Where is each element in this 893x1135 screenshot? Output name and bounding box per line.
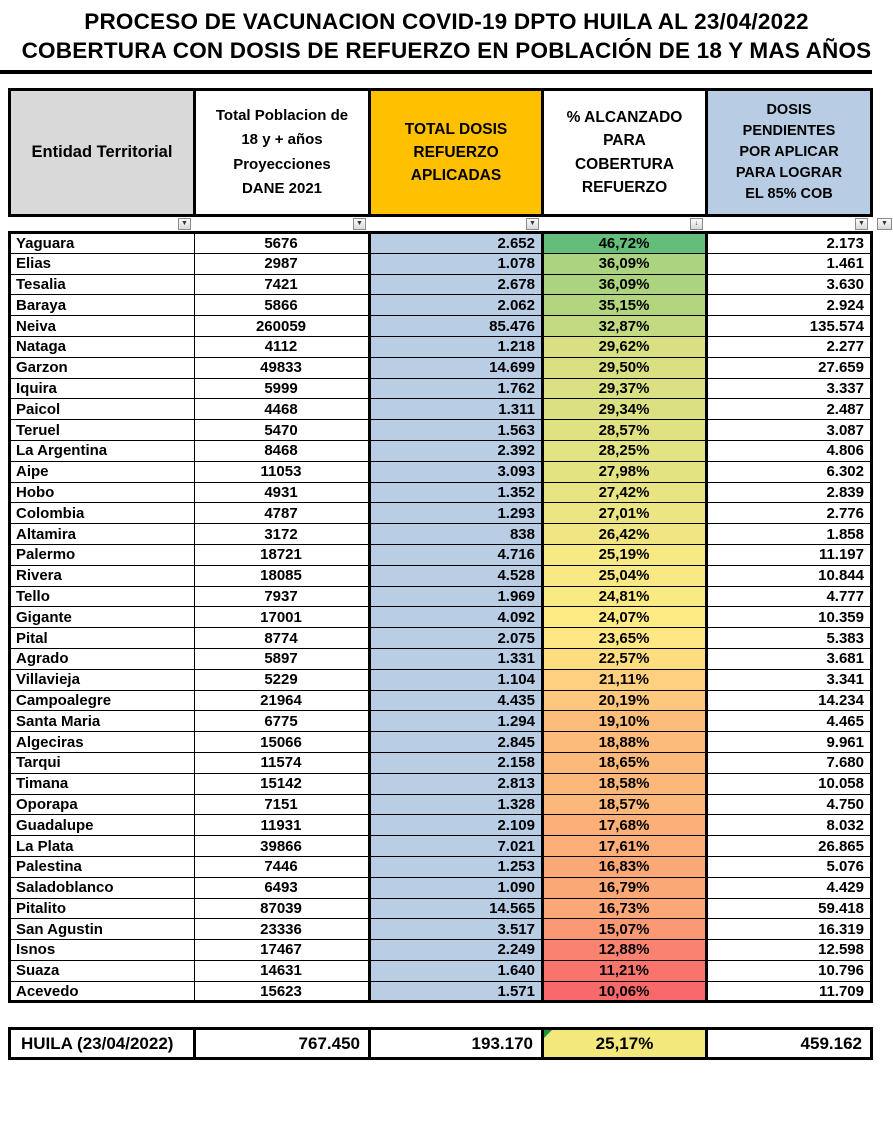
cell-entidad[interactable]: Campoalegre: [10, 690, 195, 711]
cell-entidad[interactable]: Isnos: [10, 940, 195, 961]
cell-dosis-refuerzo[interactable]: 1.352: [370, 482, 543, 503]
column-header-pct-alcanzado[interactable]: % ALCANZADO PARA COBERTURA REFUERZO: [543, 90, 707, 216]
cell-pct-cobertura[interactable]: 17,68%: [543, 815, 707, 836]
cell-dosis-refuerzo[interactable]: 2.845: [370, 732, 543, 753]
cell-dosis-pendientes[interactable]: 5.383: [707, 628, 872, 649]
cell-pct-cobertura[interactable]: 12,88%: [543, 940, 707, 961]
cell-dosis-pendientes[interactable]: 4.750: [707, 794, 872, 815]
cell-pct-cobertura[interactable]: 23,65%: [543, 628, 707, 649]
cell-pct-cobertura[interactable]: 21,11%: [543, 669, 707, 690]
autofilter-row: [8, 217, 893, 231]
cell-pct-cobertura[interactable]: 28,57%: [543, 420, 707, 441]
cell-pct-cobertura[interactable]: 46,72%: [543, 233, 707, 254]
total-poblacion[interactable]: 767.450: [195, 1029, 370, 1059]
cell-entidad[interactable]: Guadalupe: [10, 815, 195, 836]
cell-pct-cobertura[interactable]: 18,65%: [543, 752, 707, 773]
cell-dosis-refuerzo[interactable]: 2.813: [370, 773, 543, 794]
cell-dosis-pendientes[interactable]: 10.796: [707, 960, 872, 981]
cell-entidad[interactable]: Santa Maria: [10, 711, 195, 732]
cell-dosis-pendientes[interactable]: 1.858: [707, 524, 872, 545]
table-row: [10, 877, 872, 898]
cell-poblacion[interactable]: 2987: [195, 253, 370, 274]
column-header-entidad-territorial[interactable]: Entidad Territorial: [10, 90, 195, 216]
table-row: [10, 856, 872, 877]
cell-dosis-pendientes[interactable]: 11.709: [707, 981, 872, 1002]
cell-poblacion[interactable]: 17001: [195, 607, 370, 628]
page-title: [0, 0, 893, 65]
cell-dosis-pendientes[interactable]: 4.806: [707, 440, 872, 461]
page-title-line2: COBERTURA CON DOSIS DE REFUERZO EN POBLACIÓN DE 18 Y MAS AÑOS: [21, 38, 872, 63]
table-row: [10, 253, 872, 274]
cell-dosis-refuerzo[interactable]: 2.249: [370, 940, 543, 961]
cell-entidad[interactable]: Garzon: [10, 357, 195, 378]
cell-dosis-refuerzo[interactable]: 2.109: [370, 815, 543, 836]
cell-dosis-refuerzo[interactable]: 85.476: [370, 316, 543, 337]
table-row: [10, 732, 872, 753]
cell-poblacion[interactable]: 11931: [195, 815, 370, 836]
filter-sorted-icon[interactable]: ↓: [690, 218, 703, 230]
cell-dosis-refuerzo[interactable]: 4.528: [370, 565, 543, 586]
cell-pct-cobertura[interactable]: 35,15%: [543, 295, 707, 316]
cell-poblacion[interactable]: 5866: [195, 295, 370, 316]
filter-dropdown-icon[interactable]: ▼: [178, 218, 191, 230]
cell-entidad[interactable]: Oporapa: [10, 794, 195, 815]
cell-dosis-pendientes[interactable]: 2.924: [707, 295, 872, 316]
cell-dosis-refuerzo[interactable]: 2.062: [370, 295, 543, 316]
cell-pct-cobertura[interactable]: 25,19%: [543, 544, 707, 565]
cell-dosis-pendientes[interactable]: 2.839: [707, 482, 872, 503]
spacer: [0, 1003, 893, 1027]
cell-pct-cobertura[interactable]: 32,87%: [543, 316, 707, 337]
cell-dosis-refuerzo[interactable]: 1.328: [370, 794, 543, 815]
cell-dosis-pendientes[interactable]: 27.659: [707, 357, 872, 378]
cell-poblacion[interactable]: 4931: [195, 482, 370, 503]
cell-dosis-refuerzo[interactable]: 1.640: [370, 960, 543, 981]
filter-dropdown-icon[interactable]: ▼: [855, 218, 868, 230]
cell-poblacion[interactable]: 8468: [195, 440, 370, 461]
cell-pct-cobertura[interactable]: 36,09%: [543, 274, 707, 295]
column-header-dosis-pendientes[interactable]: DOSIS PENDIENTES POR APLICAR PARA LOGRAR EL 85% COB: [707, 90, 872, 216]
cell-entidad[interactable]: Suaza: [10, 960, 195, 981]
cell-poblacion[interactable]: 14631: [195, 960, 370, 981]
cell-poblacion[interactable]: 5999: [195, 378, 370, 399]
cell-entidad[interactable]: Neiva: [10, 316, 195, 337]
cell-pct-cobertura[interactable]: 26,42%: [543, 524, 707, 545]
cell-pct-cobertura[interactable]: 27,01%: [543, 503, 707, 524]
cell-pct-cobertura[interactable]: 28,25%: [543, 440, 707, 461]
vaccination-data-table: [8, 231, 873, 1003]
filter-dropdown-icon[interactable]: ▼: [526, 218, 539, 230]
table-row: [10, 357, 872, 378]
cell-poblacion[interactable]: 4112: [195, 336, 370, 357]
table-row: [10, 690, 872, 711]
cell-dosis-pendientes[interactable]: 14.234: [707, 690, 872, 711]
cell-pct-cobertura[interactable]: 15,07%: [543, 919, 707, 940]
cell-poblacion[interactable]: 7446: [195, 856, 370, 877]
cell-pct-cobertura[interactable]: 36,09%: [543, 253, 707, 274]
cell-entidad[interactable]: Acevedo: [10, 981, 195, 1002]
cell-dosis-refuerzo[interactable]: 2.075: [370, 628, 543, 649]
cell-entidad[interactable]: Iquira: [10, 378, 195, 399]
cell-dosis-pendientes[interactable]: 59.418: [707, 898, 872, 919]
cell-dosis-refuerzo[interactable]: 1.331: [370, 648, 543, 669]
cell-dosis-pendientes[interactable]: 8.032: [707, 815, 872, 836]
cell-entidad[interactable]: Paicol: [10, 399, 195, 420]
cell-dosis-pendientes[interactable]: 10.058: [707, 773, 872, 794]
table-row: [10, 648, 872, 669]
table-row: [10, 794, 872, 815]
table-row: [10, 898, 872, 919]
table-row: [10, 524, 872, 545]
cell-poblacion[interactable]: 11574: [195, 752, 370, 773]
table-row: [10, 836, 872, 857]
cell-pct-cobertura[interactable]: 16,73%: [543, 898, 707, 919]
table-row: [10, 295, 872, 316]
cell-poblacion[interactable]: 87039: [195, 898, 370, 919]
cell-entidad[interactable]: Algeciras: [10, 732, 195, 753]
total-row: [10, 1029, 872, 1059]
cell-pct-cobertura[interactable]: 16,79%: [543, 877, 707, 898]
cell-dosis-refuerzo[interactable]: 2.392: [370, 440, 543, 461]
cell-entidad[interactable]: Agrado: [10, 648, 195, 669]
total-dosis-pendientes[interactable]: 459.162: [707, 1029, 872, 1059]
cell-poblacion[interactable]: 260059: [195, 316, 370, 337]
cell-poblacion[interactable]: 15623: [195, 981, 370, 1002]
cell-pct-cobertura[interactable]: 29,62%: [543, 336, 707, 357]
cell-dosis-refuerzo[interactable]: 4.716: [370, 544, 543, 565]
table-row: [10, 565, 872, 586]
cell-entidad[interactable]: Pital: [10, 628, 195, 649]
cell-pct-cobertura[interactable]: 16,83%: [543, 856, 707, 877]
cell-entidad[interactable]: Yaguara: [10, 233, 195, 254]
cell-dosis-refuerzo[interactable]: 1.104: [370, 669, 543, 690]
table-row: [10, 378, 872, 399]
table-row: [10, 960, 872, 981]
total-dosis-refuerzo[interactable]: 193.170: [370, 1029, 543, 1059]
cell-pct-cobertura[interactable]: 27,42%: [543, 482, 707, 503]
cell-poblacion[interactable]: 5470: [195, 420, 370, 441]
filter-dropdown-icon[interactable]: ▼: [353, 218, 366, 230]
cell-pct-cobertura[interactable]: 17,61%: [543, 836, 707, 857]
table-row: [10, 711, 872, 732]
cell-dosis-refuerzo[interactable]: 1.218: [370, 336, 543, 357]
cell-entidad[interactable]: Villavieja: [10, 669, 195, 690]
table-header: [8, 88, 873, 217]
cell-dosis-refuerzo[interactable]: 1.311: [370, 399, 543, 420]
cell-entidad[interactable]: Nataga: [10, 336, 195, 357]
cell-dosis-refuerzo[interactable]: 2.158: [370, 752, 543, 773]
cell-dosis-pendientes[interactable]: 1.461: [707, 253, 872, 274]
cell-entidad[interactable]: Timana: [10, 773, 195, 794]
table-row: [10, 274, 872, 295]
cell-dosis-refuerzo[interactable]: 2.652: [370, 233, 543, 254]
cell-dosis-refuerzo[interactable]: 1.090: [370, 877, 543, 898]
cell-entidad[interactable]: La Argentina: [10, 440, 195, 461]
cell-poblacion[interactable]: 5229: [195, 669, 370, 690]
cell-entidad[interactable]: Tello: [10, 586, 195, 607]
cell-entidad[interactable]: Saladoblanco: [10, 877, 195, 898]
cell-entidad[interactable]: Palestina: [10, 856, 195, 877]
cell-poblacion[interactable]: 7937: [195, 586, 370, 607]
header-row: [10, 90, 872, 216]
table-row: [10, 586, 872, 607]
cell-poblacion[interactable]: 18721: [195, 544, 370, 565]
cell-pct-cobertura[interactable]: 24,81%: [543, 586, 707, 607]
cell-pct-cobertura[interactable]: 11,21%: [543, 960, 707, 981]
total-pct-cobertura[interactable]: [543, 1029, 707, 1059]
cell-dosis-refuerzo[interactable]: 2.678: [370, 274, 543, 295]
cell-dosis-refuerzo[interactable]: 1.762: [370, 378, 543, 399]
table-row: [10, 773, 872, 794]
cell-entidad[interactable]: Gigante: [10, 607, 195, 628]
cell-poblacion[interactable]: 5676: [195, 233, 370, 254]
table-row: [10, 669, 872, 690]
cell-dosis-refuerzo[interactable]: 14.565: [370, 898, 543, 919]
table-row: [10, 420, 872, 441]
cell-entidad[interactable]: Colombia: [10, 503, 195, 524]
cell-dosis-refuerzo[interactable]: 14.699: [370, 357, 543, 378]
cell-pct-cobertura[interactable]: 29,34%: [543, 399, 707, 420]
cell-dosis-refuerzo[interactable]: 1.078: [370, 253, 543, 274]
cell-dosis-pendientes[interactable]: 10.844: [707, 565, 872, 586]
cell-entidad[interactable]: Teruel: [10, 420, 195, 441]
cell-dosis-pendientes[interactable]: 2.487: [707, 399, 872, 420]
cell-dosis-refuerzo[interactable]: 4.092: [370, 607, 543, 628]
table-row: [10, 940, 872, 961]
cell-dosis-refuerzo[interactable]: 3.517: [370, 919, 543, 940]
cell-pct-cobertura[interactable]: 10,06%: [543, 981, 707, 1002]
table-row: [10, 544, 872, 565]
cell-entidad[interactable]: Elias: [10, 253, 195, 274]
cell-dosis-pendientes[interactable]: 3.630: [707, 274, 872, 295]
cell-dosis-pendientes[interactable]: 6.302: [707, 461, 872, 482]
cell-dosis-refuerzo[interactable]: 1.294: [370, 711, 543, 732]
cell-poblacion[interactable]: 5897: [195, 648, 370, 669]
column-header-dosis-refuerzo[interactable]: TOTAL DOSIS REFUERZO APLICADAS: [370, 90, 543, 216]
table-row: [10, 607, 872, 628]
total-row-table: [8, 1027, 873, 1060]
cell-dosis-pendientes[interactable]: 26.865: [707, 836, 872, 857]
cell-dosis-pendientes[interactable]: 16.319: [707, 919, 872, 940]
cell-poblacion[interactable]: 11053: [195, 461, 370, 482]
filter-dropdown-icon[interactable]: ▼: [877, 218, 892, 230]
cell-dosis-refuerzo[interactable]: 1.293: [370, 503, 543, 524]
cell-dosis-pendientes[interactable]: 7.680: [707, 752, 872, 773]
cell-poblacion[interactable]: 6493: [195, 877, 370, 898]
cell-dosis-pendientes[interactable]: 2.173: [707, 233, 872, 254]
cell-poblacion[interactable]: 8774: [195, 628, 370, 649]
total-pct-value: 25,17%: [595, 1033, 654, 1053]
column-header-total-poblacion[interactable]: Total Poblacion de 18 y + años Proyecciones DANE 2021: [195, 90, 370, 216]
cell-pct-cobertura[interactable]: 18,58%: [543, 773, 707, 794]
table-row: [10, 628, 872, 649]
cell-entidad[interactable]: Rivera: [10, 565, 195, 586]
cell-pct-cobertura[interactable]: 20,19%: [543, 690, 707, 711]
cell-dosis-refuerzo[interactable]: 1.571: [370, 981, 543, 1002]
cell-pct-cobertura[interactable]: 29,37%: [543, 378, 707, 399]
cell-poblacion[interactable]: 49833: [195, 357, 370, 378]
table-row: [10, 752, 872, 773]
cell-poblacion[interactable]: 23336: [195, 919, 370, 940]
cell-pct-cobertura[interactable]: 19,10%: [543, 711, 707, 732]
cell-pct-cobertura[interactable]: 18,57%: [543, 794, 707, 815]
cell-dosis-refuerzo[interactable]: 838: [370, 524, 543, 545]
table-row: [10, 482, 872, 503]
cell-pct-cobertura[interactable]: 18,88%: [543, 732, 707, 753]
cell-dosis-refuerzo[interactable]: 4.435: [370, 690, 543, 711]
cell-dosis-pendientes[interactable]: 11.197: [707, 544, 872, 565]
cell-dosis-pendientes[interactable]: 3.337: [707, 378, 872, 399]
table-row: [10, 336, 872, 357]
table-row: [10, 503, 872, 524]
cell-entidad[interactable]: Hobo: [10, 482, 195, 503]
cell-poblacion[interactable]: 4787: [195, 503, 370, 524]
cell-entidad[interactable]: Palermo: [10, 544, 195, 565]
cell-dosis-refuerzo[interactable]: 7.021: [370, 836, 543, 857]
cell-poblacion[interactable]: 4468: [195, 399, 370, 420]
cell-entidad[interactable]: Baraya: [10, 295, 195, 316]
green-corner-flag-icon: [544, 1030, 552, 1038]
cell-dosis-refuerzo[interactable]: 1.253: [370, 856, 543, 877]
cell-dosis-pendientes[interactable]: 4.465: [707, 711, 872, 732]
cell-poblacion[interactable]: 17467: [195, 940, 370, 961]
table-row: [10, 233, 872, 254]
table-row: [10, 815, 872, 836]
cell-dosis-pendientes[interactable]: 2.277: [707, 336, 872, 357]
cell-dosis-refuerzo[interactable]: 1.969: [370, 586, 543, 607]
cell-pct-cobertura[interactable]: 25,04%: [543, 565, 707, 586]
cell-dosis-pendientes[interactable]: 10.359: [707, 607, 872, 628]
cell-dosis-pendientes[interactable]: 9.961: [707, 732, 872, 753]
cell-dosis-pendientes[interactable]: 3.087: [707, 420, 872, 441]
table-row: [10, 440, 872, 461]
cell-pct-cobertura[interactable]: 22,57%: [543, 648, 707, 669]
cell-dosis-pendientes[interactable]: 4.777: [707, 586, 872, 607]
table-row: [10, 919, 872, 940]
cell-poblacion[interactable]: 15066: [195, 732, 370, 753]
table-row: [10, 461, 872, 482]
cell-poblacion[interactable]: 18085: [195, 565, 370, 586]
cell-entidad[interactable]: Aipe: [10, 461, 195, 482]
cell-pct-cobertura[interactable]: 27,98%: [543, 461, 707, 482]
cell-dosis-pendientes[interactable]: 135.574: [707, 316, 872, 337]
cell-entidad[interactable]: Tesalia: [10, 274, 195, 295]
cell-poblacion[interactable]: 39866: [195, 836, 370, 857]
cell-poblacion[interactable]: 21964: [195, 690, 370, 711]
cell-dosis-pendientes[interactable]: 3.681: [707, 648, 872, 669]
cell-poblacion[interactable]: 15142: [195, 773, 370, 794]
cell-dosis-pendientes[interactable]: 2.776: [707, 503, 872, 524]
page-title-line1: PROCESO DE VACUNACION COVID-19 DPTO HUILA AL 23/04/2022: [84, 9, 809, 34]
cell-dosis-refuerzo[interactable]: 3.093: [370, 461, 543, 482]
table-row: [10, 399, 872, 420]
cell-pct-cobertura[interactable]: 29,50%: [543, 357, 707, 378]
cell-dosis-refuerzo[interactable]: 1.563: [370, 420, 543, 441]
cell-entidad[interactable]: Pitalito: [10, 898, 195, 919]
table-row: [10, 316, 872, 337]
cell-pct-cobertura[interactable]: 24,07%: [543, 607, 707, 628]
cell-poblacion[interactable]: 7421: [195, 274, 370, 295]
cell-poblacion[interactable]: 3172: [195, 524, 370, 545]
cell-dosis-pendientes[interactable]: 5.076: [707, 856, 872, 877]
cell-entidad[interactable]: Altamira: [10, 524, 195, 545]
title-underline: [0, 70, 872, 74]
cell-entidad[interactable]: San Agustin: [10, 919, 195, 940]
cell-poblacion[interactable]: 6775: [195, 711, 370, 732]
table-row: [10, 981, 872, 1002]
cell-dosis-pendientes[interactable]: 3.341: [707, 669, 872, 690]
cell-dosis-pendientes[interactable]: 12.598: [707, 940, 872, 961]
cell-dosis-pendientes[interactable]: 4.429: [707, 877, 872, 898]
cell-entidad[interactable]: Tarqui: [10, 752, 195, 773]
cell-poblacion[interactable]: 7151: [195, 794, 370, 815]
cell-entidad[interactable]: La Plata: [10, 836, 195, 857]
total-label[interactable]: HUILA (23/04/2022): [10, 1029, 195, 1059]
